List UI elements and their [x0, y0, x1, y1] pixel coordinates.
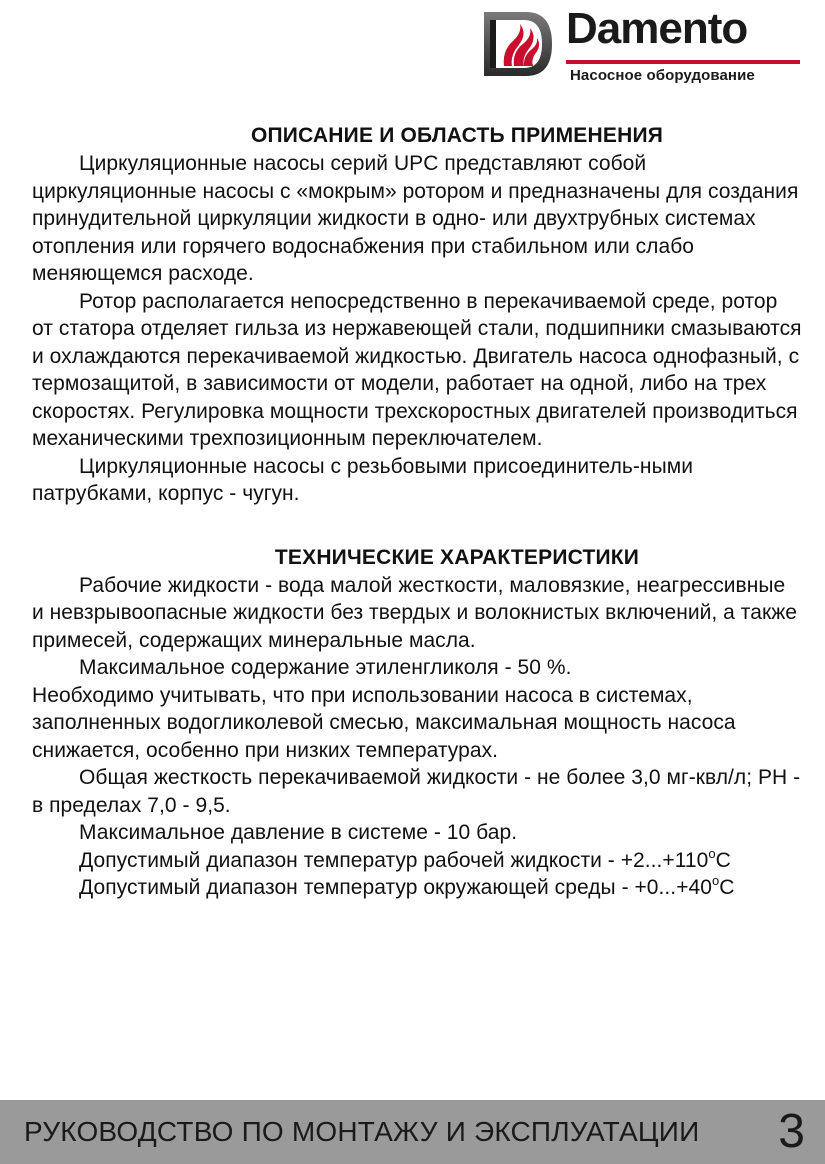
temperature-liquid-paragraph [32, 847, 802, 875]
footer-title: РУКОВОДСТВО ПО МОНТАЖУ И ЭКСПЛУАТАЦИИ [24, 1116, 700, 1147]
paragraph: Максимальное содержание этиленгликоля - 50 %. [79, 656, 572, 679]
brand-name: Damento [566, 4, 748, 53]
damento-logo-icon [478, 10, 556, 78]
paragraph: Циркуляционные насосы серий UPC представляют собой циркуляционные насосы с «мокрым» ротором и предназначены для создания принудительной циркуляции жидкости в одно- или двухтрубных системах отопления или горячего водоснабжения при стабильном или слабо меняющемся расходе. [32, 152, 799, 285]
paragraph: Общая жесткость перекачиваемой жидкости - не более 3,0 мг-квл/л; PH - в пределах 7,0 - 9,5. [32, 766, 801, 817]
section-heading-specs: ТЕХНИЧЕСКИЕ ХАРАКТЕРИСТИКИ [274, 545, 640, 569]
brand-tagline: Насосное оборудование [570, 67, 755, 84]
temperature-ambient-paragraph [32, 874, 802, 902]
temperature-ambient-text: Допустимый диапазон температур окружающей среды - +0...+40 [79, 876, 712, 899]
degree-mark: o [708, 845, 716, 861]
paragraph: Ротор располагается непосредственно в перекачиваемой среде, ротор от статора отделяет гильза из нержавеющей стали, подшипники смазываются и охлаждаются перекачиваемой жидкостью. Двигатель насоса однофазный, с термозащитой, в зависимости от модели, работает на одной, либо на трех скоростях. Регулировка мощности трехскоростных двигателей производиться механическими трехпозиционным переключателем. [32, 289, 802, 450]
temperature-liquid-text: Допустимый диапазон температур рабочей жидкости - +2...+110 [79, 848, 709, 872]
document-body [32, 122, 802, 902]
page-number: 3 [778, 1105, 805, 1158]
paragraph: Циркуляционные насосы с резьбовыми присоединитель-ными патрубками, корпус - чугун. [32, 454, 693, 505]
brand-divider [566, 60, 800, 64]
paragraph: Необходимо учитывать, что при использовании насоса в системах, заполненных водогликолевой смесью, максимальная мощность насоса снижается, особенно при низких температурах. [32, 683, 736, 762]
footer-bar [0, 1100, 825, 1164]
temperature-unit: C [715, 848, 731, 872]
brand-logo [478, 4, 808, 84]
paragraph: Рабочие жидкости - вода малой жесткости, маловязкие, неагрессивные и невзрывоопасные жидкости без твердых и волокнистых включений, а также примесей, содержащих минеральные масла. [32, 573, 798, 652]
degree-mark: o [711, 873, 720, 888]
section-heading-description: ОПИСАНИЕ И ОБЛАСТЬ ПРИМЕНЕНИЯ [250, 124, 664, 147]
paragraph: Максимальное давление в системе - 10 бар. [79, 821, 518, 844]
temperature-unit: C [719, 876, 735, 899]
